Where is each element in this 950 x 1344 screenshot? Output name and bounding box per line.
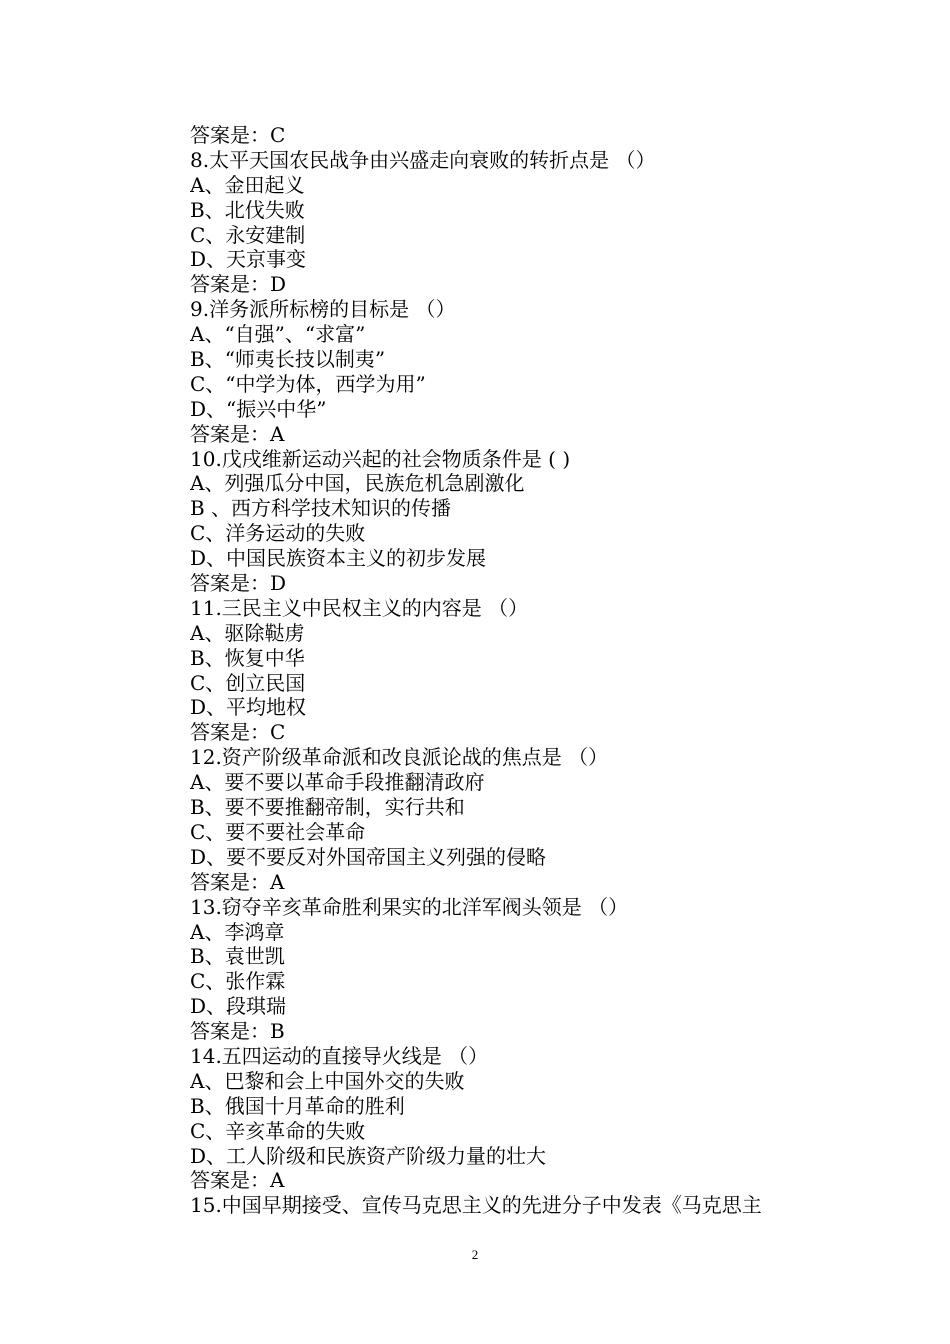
text-line: 答案是：A: [190, 1168, 285, 1193]
text-line: 答案是：A: [190, 869, 285, 894]
text-line: C、要不要社会革命: [190, 819, 366, 844]
page-body-text: [190, 123, 830, 1218]
text-line: 答案是：D: [190, 272, 287, 297]
text-line: A、驱除鞑虏: [190, 620, 305, 645]
text-line: D、天京事变: [190, 247, 307, 272]
text-line: C、辛亥革命的失败: [190, 1118, 366, 1143]
text-line: A、“自强”、“求富”: [190, 322, 366, 347]
text-line: B、袁世凯: [190, 944, 285, 969]
text-line: C、“中学为体，西学为用”: [190, 371, 426, 396]
text-line: A、李鸿章: [190, 919, 285, 944]
text-line: B、要不要推翻帝制，实行共和: [190, 795, 465, 820]
text-line: A、巴黎和会上中国外交的失败: [190, 1068, 465, 1093]
text-line: 答案是：D: [190, 571, 287, 596]
text-line: 答案是：A: [190, 421, 285, 446]
text-line: 11.三民主义中民权主义的内容是 （）: [190, 595, 529, 620]
text-line: 12.资产阶级革命派和改良派论战的焦点是 （）: [190, 745, 609, 770]
text-line: B、恢复中华: [190, 645, 305, 670]
text-line: B 、西方科学技术知识的传播: [190, 496, 452, 521]
text-line: 9.洋务派所标榜的目标是 （）: [190, 297, 456, 322]
text-line: D、“振兴中华”: [190, 396, 327, 421]
text-line: D、平均地权: [190, 695, 307, 720]
text-line: D、工人阶级和民族资产阶级力量的壮大: [190, 1143, 547, 1168]
text-line: 10.戊戌维新运动兴起的社会物质条件是 ( ): [190, 446, 571, 471]
text-line: 15.中国早期接受、宣传马克思主义的先进分子中发表《马克思主: [190, 1193, 762, 1218]
text-line: B、俄国十月革命的胜利: [190, 1093, 405, 1118]
text-line: A、列强瓜分中国，民族危机急剧激化: [190, 471, 525, 496]
text-line: 8.太平天国农民战争由兴盛走向衰败的转折点是 （）: [190, 147, 656, 172]
text-line: D、段琪瑞: [190, 994, 287, 1019]
text-line: C、张作霖: [190, 969, 286, 994]
page-number: 2: [471, 1247, 479, 1262]
text-line: B、“师夷长技以制夷”: [190, 347, 386, 372]
text-line: 答案是：B: [190, 1019, 285, 1044]
text-line: C、洋务运动的失败: [190, 521, 366, 546]
text-line: 答案是：C: [190, 720, 286, 745]
text-line: C、永安建制: [190, 222, 306, 247]
text-line: A、要不要以革命手段推翻清政府: [190, 770, 485, 795]
text-line: D、中国民族资本主义的初步发展: [190, 546, 487, 571]
text-line: B、北伐失败: [190, 197, 305, 222]
text-line: C、创立民国: [190, 670, 306, 695]
text-line: A、金田起义: [190, 172, 305, 197]
text-line: 13.窃夺辛亥革命胜利果实的北洋军阀头领是 （）: [190, 894, 629, 919]
text-line: D、要不要反对外国帝国主义列强的侵略: [190, 844, 547, 869]
text-line: 答案是：C: [190, 123, 286, 147]
text-line: 14.五四运动的直接导火线是 （）: [190, 1043, 489, 1068]
